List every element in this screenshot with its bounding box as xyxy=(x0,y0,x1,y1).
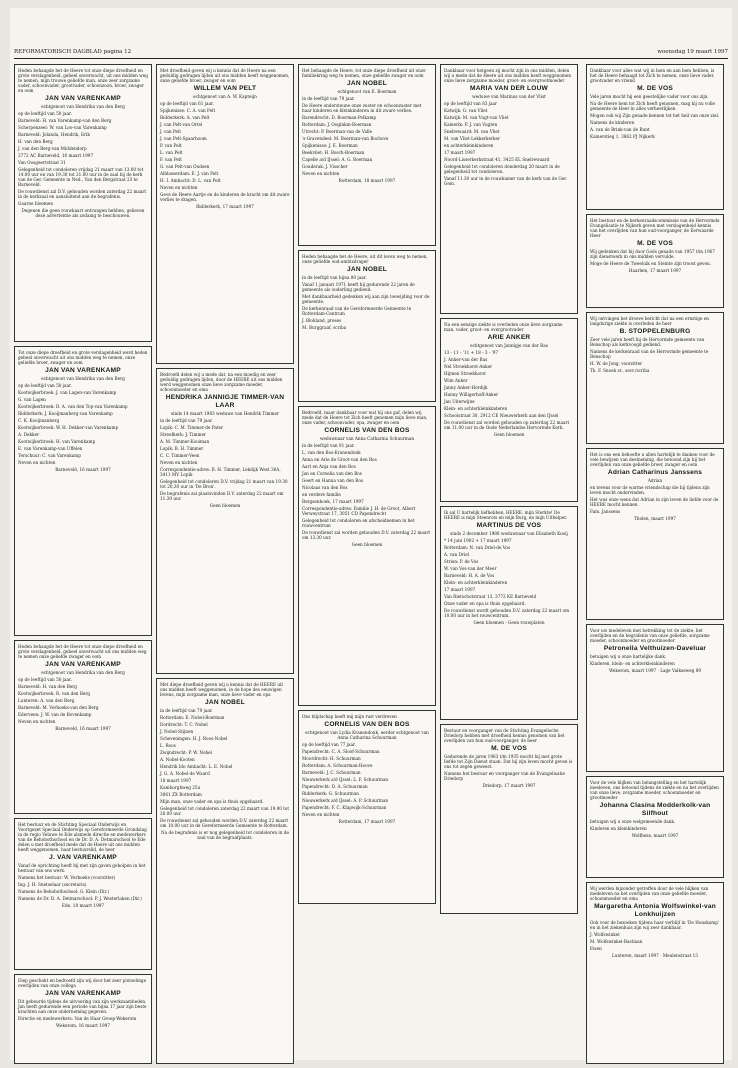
notice-line: Dit gebeurde tijdens de uitvoering van zijn werkzaamheden. Jan heeft gedurende een periode van bijna 17 jaar zijn beste krachten aan onze onderneming gegeven. xyxy=(18,999,147,1014)
notice-footer: Tholen, maart 1997 xyxy=(634,516,676,521)
notice-line: op de leeftijd van 50 jaar. xyxy=(18,383,72,388)
notice-footer: Lunteren, maart 1997 · Meulenstraat 13 xyxy=(612,953,698,958)
notice-line: W. van Vos-van der Meer xyxy=(444,566,497,571)
notice-footer: Wekerom, 16 maart 1997 xyxy=(56,1023,110,1028)
notice-line: Dordrecht: T. C. Nobel xyxy=(160,722,208,727)
notice-subtitle: weduwnaar van Anna Catharina Schuurman xyxy=(319,436,415,441)
notice-line: Vanaf 11.30 uur in de rouwkamer van de kerk van de Ger. Gem. xyxy=(444,176,568,186)
notice-line: Kootwijkerbroek: H. van Varenkamp xyxy=(18,439,96,444)
notice-line: Jan en Cornelia van den Bos xyxy=(302,471,362,476)
notice-footer: Driedorp, 17 maart 1997 xyxy=(482,783,536,788)
notice-line: Na de Heere hem tot Zich heeft genomen, mag hij nu volle gemeente de Heer in alles verheerlijken. xyxy=(590,101,716,111)
notice-line: Hanny Willigerhoff-Anker xyxy=(444,392,499,397)
notice-intro: Bedroefd delen wij u mede dat, na een moedig en zeer geduldig gedragen lijden, door de HEERE uit ons midden werd weggenomen onze lieve zorgzame moeder, schoonmoeder en oma xyxy=(160,372,283,392)
notice-line: 18 maart 1997 xyxy=(160,778,192,783)
notice-line: Gelegenheid tot condoleren D.V. vrijdag 21 maart van 19.30 tot 20.30 uur in 'De Bron'. xyxy=(160,479,288,489)
newspaper-page xyxy=(10,8,732,1060)
notice-line: Kinderen, klein- en achterkleinkinderen xyxy=(590,661,675,666)
notice-line: Klein- en achterkleinkinderen xyxy=(444,580,508,585)
notice-subtitle: echtgenoot van Hendrika van den Berg xyxy=(41,104,125,109)
notice-line: betuigen wij u onze welgemeende dank. xyxy=(590,819,676,824)
notice-line: H. van den Berg xyxy=(18,139,53,144)
notice-line: Van Rietschotstraat 13, 3772 KE Barneveld xyxy=(444,594,537,599)
notice-intro: Bestuur en voorganger van de Stichting Evangelische Driedorp hebben met droefheid kennis genomen van het overlijden van hun oud-voorganger, de heer xyxy=(444,728,565,743)
notice-line: Spijkenisse: J. E. Boerman xyxy=(302,143,358,148)
notice-line: Mijn man, onze vader en opa is thuis opgebaard. xyxy=(160,799,264,804)
notice-line: Jan Uiterwijne xyxy=(444,399,475,404)
notice-line: Noord-Lisserkerkstraat 41, 3425 EL Snelrewaard xyxy=(444,157,550,162)
notice-line: J. Wolfswinkel xyxy=(590,932,620,937)
notice-line: in de leeftijd van 91 jaar. xyxy=(302,443,355,448)
notice-line: Neven en nichten xyxy=(18,719,56,724)
notice-footer: Geen bloemen xyxy=(493,432,525,437)
notice-footer: Degenen die geen rouwkaart ontvangen hebben, gelieven deze advertentie als zodanig te beschouwen. xyxy=(21,208,145,218)
notice-line: op de leeftijd van 61 jaar. xyxy=(160,101,214,106)
notice-line: en tevens voor de warme vriendschap die hij tijdens zijn leven mocht ondervinden. xyxy=(590,485,710,495)
deceased-name: HENDRIKA JANNIGJE TIMMER-VAN LAAR xyxy=(165,394,285,409)
notice-line: J. G. A. Nobel-de Waard xyxy=(160,771,210,776)
notice-line: Bergsenhoek, 17 maart 1997 xyxy=(302,499,364,504)
notice-line: in de leeftijd van 79 jaar. xyxy=(302,96,355,101)
notice-line: Ederveen: J. W. van de Bovenkamp xyxy=(18,712,92,717)
deceased-name: M. DE VOS xyxy=(637,85,673,92)
notice-line: Kootwijkerbroek: W. H. Dekker-van Varenkamp xyxy=(18,425,119,430)
notice-line: op de leeftijd van 50 jaar. xyxy=(18,111,72,116)
notice-line: Alblasserdam: E. J. van Pelt xyxy=(160,171,219,176)
notice-line: Correspondentie-adres: B. H. Timmer, Lekdijk West 36A, 3411 MV Lopik xyxy=(160,467,281,477)
deceased-name: JAN NOBEL xyxy=(205,699,245,706)
notice-line: op de leeftijd van 77 jaar. xyxy=(302,742,356,747)
obituary-notice xyxy=(156,678,294,1064)
obituary-notice xyxy=(586,64,724,210)
notice-footer: Na de begrafenis is er nog gelegenheid tot condoleren in de zaal van de begraafplaats. xyxy=(161,830,289,840)
notice-line: in de leeftijd van 79 jaar. xyxy=(160,418,213,423)
notice-line: Onze vader en opa is thuis opgebaard. xyxy=(444,601,526,606)
deceased-name: JAN NOBEL xyxy=(347,80,387,87)
notice-line: Ewen xyxy=(590,946,602,951)
notice-line: A. van Driel xyxy=(444,552,470,557)
obituary-notice xyxy=(440,64,578,314)
notice-line: Barneveld: H. van Varenkamp-van den Berg xyxy=(18,118,112,123)
notice-line: F. van Pelt xyxy=(160,157,182,162)
notice-line: Strien: P. de Vos xyxy=(444,559,479,564)
notice-line: Zeer vele jaren heeft hij de Hervormde gemeente van Benschop als kerkvoogd gediend. xyxy=(590,337,705,347)
notice-line: Directie en medewerkers: Van de Haar Groep-Wekerom xyxy=(18,1016,137,1021)
notice-line: Met dankbaarheid gedenken wij aan zijn toewijding voor de gemeente. xyxy=(302,294,430,304)
notice-line: Barneveld: H. A. de Vos xyxy=(444,573,495,578)
notice-line: Capelle a/d IJssel: A. G. Boerman xyxy=(302,157,373,162)
notice-line: L. van Pelt xyxy=(160,150,183,155)
notice-line: Nieuwerkerk a/d IJssel: L. F. Schuurman xyxy=(302,777,389,782)
notice-line: Ridderkerk: G. Schuurman xyxy=(302,791,359,796)
notice-line: Het was onze wens dat Adrian in zijn leven de liefde voor de HEERE mocht kennen. xyxy=(590,497,719,507)
notice-footer: Barneveld, 16 maart 1997 xyxy=(55,726,111,731)
obituary-notice xyxy=(586,214,724,308)
notice-line: Katwijk: G. van Vliet xyxy=(444,108,488,113)
obituary-notice xyxy=(586,312,724,444)
deceased-name: ARIE ANKER xyxy=(487,334,531,341)
notice-intro: Tot onze diepe droefheid en grote verslagenheid werd heden geheel onverwacht uit ons midden weg te nemen, onze geliefde broer, zwager en oom xyxy=(18,350,148,365)
header-date: woensdag 19 maart 1997 xyxy=(657,49,728,55)
notice-line: Rotterdam: A. Schuurman-Hoove xyxy=(302,763,373,768)
notice-intro: Heden behaagde het de Heere, uit dit leven weg te nemen, onze geliefde oud-ambtsdrager xyxy=(302,254,428,264)
notice-subtitle: sinds 14 maart 1983 weduwe van Hendrik Timmer xyxy=(171,411,279,416)
notice-line: Kootwijkerbroek: R. van den Berg xyxy=(18,691,91,696)
deceased-name: JAN VAN VARENKAMP xyxy=(45,95,121,102)
notice-line: Barneveld: J. C. Schuurman xyxy=(302,770,361,775)
notice-line: Namens de kinderen xyxy=(590,120,635,125)
notice-line: Namens de Rehobothschool: G. Klein (Dir.) xyxy=(18,889,110,894)
notice-line: Papendrecht: F. C. Klapwijk-Schuurman xyxy=(302,805,387,810)
notice-line: Papendrecht: C. A. Sloof-Schuurman xyxy=(302,749,380,754)
notice-line: Namens de Dr. D. A. Detmarschool: P. J. Westerlaken (Dir.) xyxy=(18,896,142,901)
notice-line: A. M. Timmer-Kooiman xyxy=(160,439,210,444)
notice-line: Wim Anker xyxy=(444,378,468,383)
notice-line: Th. F. Snoek sr., secr./scriba xyxy=(590,368,650,373)
notice-line: Anna en Arie de Groot-van den Bos xyxy=(302,457,377,462)
notice-line: J. Anker-van der Bas xyxy=(444,357,488,362)
deceased-name: Adrian Catharinus Janssens xyxy=(607,469,703,476)
deceased-name: CORNELIS VAN DEN BOS xyxy=(324,427,410,434)
deceased-name: JAN VAN VARENKAMP xyxy=(45,367,121,374)
notice-line: Gelegenheid tot condoleren vrijdag 21 maart van 13.00 tot 14.00 uur en van 19.30 tot 21.00 uur in de zaal bij de kerk van de Ger. Gemeente in Ned., Van den Bergstraat 23 te Barneveld. xyxy=(18,167,144,187)
notice-subtitle: echtgenoot van Lydia Kranendonk, eerder echtgenoot van Anna Catharina Schuurman xyxy=(305,730,429,740)
notice-intro: Voor de vele blijken van belangstelling en het hartelijk meeleven, ons betoond tijdens de ziekte en na het overlijden van onze lieve, zorgzame moeder, schoonmoeder en grootmoeder xyxy=(590,780,719,800)
notice-line: Vanaf de oprichting heeft hij met zijn gaven geholpen in het bestuur van ons werk. xyxy=(18,863,146,873)
notice-line: 3061 ZX Rotterdam xyxy=(160,792,202,797)
notice-intro: Heden behaagde het de Heere tot onze diepe droefheid en grote verslagenheid, geheel onverwacht uit ons midden weg te nemen onze geliefde zwager en oom xyxy=(18,644,147,659)
notice-line: betuigen wij u onze hartelijke dank. xyxy=(590,654,667,659)
notice-intro: Ik sal U hartelijk liefhebben, HEERE, mijn Sterkte! De HEERE is mijn Steenrots en mijn Burg, en mijn Uithelper. xyxy=(444,510,568,520)
notice-line: Kinderen en kleinkinderen xyxy=(590,826,647,831)
notice-subtitle: echtgenoot van Hendrika van den Berg xyxy=(41,670,125,675)
notice-footer: Geen bloemen - Geen rouwplaten xyxy=(473,620,545,625)
notice-intro: Ons blijdschap heeft mij mijn rust verdreven xyxy=(302,714,397,719)
notice-line: Gouderak: J. Visscher xyxy=(302,164,348,169)
notice-line: De rouwdienst zal worden gehouden D.V. zaterdag 22 maart om 13.30 uur. xyxy=(302,530,431,540)
notice-line: De kerkenraad van de Gereformeerde Gemeente te Rotterdam-Centrum xyxy=(302,306,412,316)
notice-line: Vanaf 1 januari 1971 heeft hij gedurende 22 jaren de gemeente als ouderling gediend. xyxy=(302,282,415,292)
notice-footer: Geen bloemen xyxy=(209,503,241,508)
notice-line: A. Dekker xyxy=(18,432,40,437)
notice-line: 17 maart 1997 xyxy=(444,587,476,592)
notice-line: Namens het bestuur en voorganger van de Evangelisatie Driedorp xyxy=(444,771,565,781)
notice-line: Moge de Heere de Tweeluik en Steinte zijn troost geven. xyxy=(590,261,711,266)
deceased-name: WILLEM VAN PELT xyxy=(193,85,257,92)
deceased-name: M. DE VOS xyxy=(491,745,527,752)
notice-line: G. van Lagen xyxy=(18,397,46,402)
notice-line: Ing. J. H. Snetselaar (secretaris) xyxy=(18,882,87,887)
notice-intro: Wij werden bijzonder getroffen door de vele blijken van medeleven na het overlijden van onze geliefde moeder, schoonmoeder en oma xyxy=(590,886,709,901)
notice-intro: Voor uw medeleven met betrekking tot de ziekte, het overlijden en de begrafenis van onze geliefde, zorgzame moeder, schoonmoeder en grootmoeder xyxy=(590,628,710,643)
notice-intro: Dankbaar voor hetgeen zij mocht zijn in ons midden, delen wij u mede dat de Heere uit ons midden heeft weggenomen onze lieve zorgzame moeder, groot- en overgrootmoeder xyxy=(444,68,572,83)
notice-intro: Na een eenzige ziekte is overleden onze lieve zorgzame man, vader, groot- en overgrootvader xyxy=(444,322,563,332)
notice-line: Neven en nichten xyxy=(160,185,198,190)
notice-line: H. W. de Jong, voorzitter xyxy=(590,361,643,366)
notice-line: Kamerik: P. J. van Vugten xyxy=(444,122,498,127)
deceased-name: CORNELIS VAN DEN BOS xyxy=(324,721,410,728)
notice-intro: Het is ons een behoefte u allen hartelijk te danken voor de vele bewijzen van deelneming, die betoond zijn bij het overlijden van onze geliefde broer, zwager en oom xyxy=(590,452,715,467)
notice-line: Mogen ook wij Zijn genade kennen tot het heil van onze ziel. xyxy=(590,113,720,118)
notice-line: Lopik: C. M. Timmer-de Pater xyxy=(160,425,224,430)
notice-line: De rouwdienst zal gehouden worden D.V. zaterdag 22 maart om 10.00 uur in de Gereformeerde Gemeente te Rotterdam. xyxy=(160,818,289,828)
notice-line: 13 - 11 - '11 + 18 - 3 - '97 xyxy=(444,350,499,355)
notice-line: Neven en nichten xyxy=(160,460,198,465)
notice-line: M. Burggraaf, scriba xyxy=(302,325,347,330)
notice-line: * 14 juni 1902 + 17 maart 1997 xyxy=(444,538,512,543)
notice-line: De rouwdienst zal worden gehouden op zaterdag 22 maart om 11.00 uur in de Oude Nederlandse Hervormde Kerk. xyxy=(444,420,570,430)
notice-line: Vele jaren mocht hij een geestelijke vader voor ons zijn. xyxy=(590,94,709,99)
notice-subtitle: echtgenoot van A. W. Kapteijn xyxy=(193,94,257,99)
deceased-name: JAN NOBEL xyxy=(347,266,387,273)
notice-intro: Wij ontvingen het droeve bericht dat na een ernstige en langdurige ziekte is overleden de heer xyxy=(590,316,710,326)
notice-line: Neven en nichten xyxy=(302,171,340,176)
notice-line: op de leeftijd van 83 jaar xyxy=(444,101,498,106)
notice-line: Correspondentie-adres: Familie J. H. de Groot, Albert Verweystraat 17, 3051 CD Papendrecht xyxy=(302,506,416,516)
notice-line: Wij gedenken dat hij door Gods genade van 1957 t/m 1967 zijn dienstwerk in ons midden vervulde. xyxy=(590,249,715,259)
obituary-notice xyxy=(440,318,578,502)
notice-intro: Met diepe droefheid geven wij u kennis dat de HEERE uit ons midden heeft weggenomen, in de hope des eeuwigen levens, mijn zorgzame man, onze lieve vader en opa xyxy=(160,682,284,697)
notice-line: Lopik: B. H. Timmer xyxy=(160,446,204,451)
notice-intro: Heden behaagde het de Heere tot onze diepe droefheid en grote verslagenheid, geheel onverwacht, uit ons midden weg te nemen, mijn trouwe geliefde man, onze zeer zorgzame vader, schoonvader, grootvader, schoonzoon, broer, zwager en oom xyxy=(18,68,148,93)
notice-intro: Diep geschokt en bedroefd zijn wij door het zeer plotselinge overlijden van onze collega xyxy=(18,978,147,988)
deceased-name: MARIA VAN DER LOUW xyxy=(470,85,548,92)
obituary-notice xyxy=(14,640,152,814)
notice-line: Geert en Hanna van den Bos xyxy=(302,478,364,483)
notice-intro: Dankbaar voor alles wat wij in hem en aan hem hebben, is het de Heere behaagd tot Zich te nemen, onze lieve vader, grootvader en vriend xyxy=(590,68,715,83)
notice-line: Scheveningen: H. J. Roos-Nobel xyxy=(160,736,228,741)
notice-subtitle: Adrian xyxy=(647,478,663,483)
obituary-notice xyxy=(14,974,152,1064)
notice-footer: Ede, 18 maart 1997 xyxy=(61,903,105,908)
obituary-notice xyxy=(298,710,436,904)
notice-line: Gaarne bloemen xyxy=(18,201,54,206)
notice-footer: Wolfheze, maart 1997 xyxy=(631,833,679,838)
notice-line: 3772 AC Barneveld, 16 maart 1997 xyxy=(18,153,94,158)
deceased-name: MARTINUS DE VOS xyxy=(476,522,542,529)
obituary-notice xyxy=(14,818,152,970)
notice-line: C. K. Kooijmanberg xyxy=(18,418,60,423)
notice-line: Ridderkerk: A. van Pelt xyxy=(160,115,210,120)
notice-line: Gelegenheid tot condoleren en afscheidnemen in het rouwcentrum xyxy=(302,518,415,528)
notice-line: Kootwijkerbroek: J. van Lagen-van Varenkamp xyxy=(18,390,117,395)
obituary-notice xyxy=(586,624,724,772)
notice-line: Schoolstraat 30, 2912 CE Nieuwerkerk aan den IJssel xyxy=(444,413,559,418)
notice-footer: Rotterdam, 18 maart 1997 xyxy=(338,178,396,183)
deceased-name: JAN VAN VARENKAMP xyxy=(45,661,121,668)
notice-line: J. Blokland, preses xyxy=(302,318,342,323)
notice-line: Zwijndrecht: P. W. Nobel xyxy=(160,750,213,755)
notice-line: E. van Varenkamp-van Uffelen xyxy=(18,446,83,451)
obituary-notice xyxy=(14,346,152,636)
notice-line: J. van den Berg-van Middendorp xyxy=(18,146,87,151)
notice-line: Snelrewaard: M. van Vliet xyxy=(444,129,500,134)
notice-line: Rotterdam: E. Nobel-Boerman xyxy=(160,715,225,720)
deceased-name: Margaretha Antonia Wolfswinkel-van Lonkhuijzen xyxy=(594,903,716,918)
deceased-name: M. DE VOS xyxy=(637,240,673,247)
obituary-notice xyxy=(586,776,724,878)
notice-line: Ook voor de bezoeken tijdens haar verblijf in 'De Honskamp' en in het ziekenhuis zijn wij zeer dankbaar. xyxy=(590,920,720,930)
notice-line: L. Roos xyxy=(160,743,176,748)
notice-line: Scherpenzeel: W. van Loo-van Varenkamp xyxy=(18,125,107,130)
obituary-notice xyxy=(156,368,294,674)
obituary-notice xyxy=(586,448,724,620)
notice-line: Gelegenheid tot condoleren donderdag 20 maart in de gelegenheid tot condoleren. xyxy=(444,164,560,174)
notice-line: op de leeftijd van 50 jaar. xyxy=(18,677,72,682)
notice-line: Lunteren: A. van den Berg xyxy=(18,698,75,703)
header-publication: REFORMATORISCH DAGBLAD pagina 12 xyxy=(14,49,132,55)
notice-line: J. van Pelt xyxy=(160,129,182,134)
obituary-notice xyxy=(156,64,294,364)
notice-line: Papendrecht: D. A. Schuurman xyxy=(302,784,368,789)
obituary-notice xyxy=(440,724,578,914)
notice-line: en verdere familie xyxy=(302,492,341,497)
deceased-name: B. STOPPELENBURG xyxy=(619,328,691,335)
notice-line: Streefkerk: J. Timmer xyxy=(160,432,206,437)
notice-line: J. Nobel-Stijnen xyxy=(160,729,194,734)
obituary-notice xyxy=(298,406,436,706)
notice-line: Nieuwerkerk a/d IJssel: A. P. Schuurman xyxy=(302,798,389,803)
notice-line: P. van Pelt xyxy=(160,143,182,148)
notice-line: A. van de Brink-van de Bunt xyxy=(590,127,650,132)
notice-line: L. van den Bos-Kranendonk xyxy=(302,450,361,455)
notice-line: Nicolaas van den Bos xyxy=(302,485,348,490)
notice-line: Barneveld: M. Verhoeks-van den Berg xyxy=(18,705,99,710)
notice-line: Ridderkerk: J. Kooijmanberg-van Varenkamp xyxy=(18,411,113,416)
notice-line: M. van Vliet-Lekkerkerker xyxy=(444,136,500,141)
notice-line: De begrafenis zal plaatsvinden D.V. zaterdag 22 maart om 11.30 uur. xyxy=(160,491,284,501)
notice-intro: Met droefheid geven wij u kennis dat de Heere na een geduldig gedragen lijden uit ons midden heeft weggenomen, onze geliefde broer, zwager en oom xyxy=(160,68,290,83)
notice-line: Kootwijkerbroek: D. A. van den Top-van Varenkamp xyxy=(18,404,128,409)
notice-line: Barneveld: H. van den Berg xyxy=(18,684,77,689)
notice-line: Nel Stroekhorst-Anker xyxy=(444,364,493,369)
notice-line: De rouwdienst wordt gehouden D.V. zaterdag 22 maart om 10.00 uur in het rouwcentrum. xyxy=(444,608,570,618)
notice-line: Barneveld: Jolanda, Hendrik, Erik xyxy=(18,132,90,137)
notice-line: Rotterdam: J. Ooginkm-Boerman xyxy=(302,122,372,127)
notice-line: Utrecht: P. Boerman-van de Valle xyxy=(302,129,373,134)
notice-subtitle: weduwe van Marinus van der Vlist xyxy=(472,94,546,99)
notice-line: 's-Gravendeel: M. Boerman-van Bochove xyxy=(302,136,389,141)
notice-intro: Bedroefd, maar dankbaar voor wat hij ons gaf, delen wij mede dat de Heere tot Zich heeft genomen mijn lieve man, onze vader, schoonvader, opa, zwager en oom xyxy=(302,410,428,425)
notice-line: Geve de Heere Aartje en de kinderen de kracht om dit zware verlies te dragen. xyxy=(160,192,290,202)
notice-line: Namens de kerkenraad van de Hervormde gemeente te Benschop xyxy=(590,349,709,359)
notice-line: J. van Pelt-Spaarboom xyxy=(160,136,207,141)
obituary-notice xyxy=(586,882,724,1064)
deceased-name: J. VAN VARENKAMP xyxy=(49,854,117,861)
deceased-name: Petronella Velthuizen-Daveluar xyxy=(603,645,707,652)
notice-line: A. Nobel-Kooten xyxy=(160,757,195,762)
notice-line: De Heere ondersteune onze zuster en schoonzuster met haar kinderen en kleinkinderen in dit zware verlies. xyxy=(302,103,422,113)
notice-line: Spijkenisse: C. A. van Pelt xyxy=(160,108,216,113)
notice-line: Fam. Janssens xyxy=(590,509,621,514)
notice-line: Terschuur: C. van Varenkamp xyxy=(18,453,81,458)
notice-subtitle: echtgenoot van Jannigje van der Bas xyxy=(470,343,548,348)
notice-footer: Rotterdam, 17 maart 1997 xyxy=(338,819,396,824)
notice-line: G. van Pelt-van Oudsen xyxy=(160,164,210,169)
notice-line: Aart en Anja van den Bos xyxy=(302,464,356,469)
notice-subtitle: sinds 2 december 1988 weduwnaar van Elisabeth Kooij xyxy=(450,531,568,536)
notice-line: Hijmen Stroekhorst xyxy=(444,371,486,376)
notice-footer: Geen bloemen xyxy=(351,542,383,547)
notice-line: Katwijk: M. van Vugt-van Vliet xyxy=(444,115,509,120)
obituary-notice xyxy=(298,64,436,246)
notice-line: De rouwdienst zal D.V. gehouden worden zaterdag 22 maart in de kerkzaal en aansluitend aan de begrafenis. xyxy=(18,189,147,199)
deceased-name: JAN VAN VARENKAMP xyxy=(45,990,121,997)
notice-line: Kamerstieg 1, 3862 PJ Nijkerk xyxy=(590,134,655,139)
notice-line: Beekvliet: H. Bosch-Boerman xyxy=(302,150,365,155)
notice-line: Janny Anker-Hordijk xyxy=(444,385,488,390)
deceased-name: Johanna Clasina Modderkolk-van Silfhout xyxy=(599,802,711,817)
obituary-notice xyxy=(440,506,578,720)
notice-intro: Het bestuur en de Stichting Speciaal Onderwijs en Voortgezet Speciaal Onderwijs op Gereformeerde Grondslag in de regio Veluwe te Ede alsmede directie en medewerkers van de Rehobothschool en de Dr. D. A. Detmarschool te Ede delen u met droefheid mede dat de Heere uit ons midden heeft weggenomen, haar bestuurslid, de heer xyxy=(18,822,147,852)
notice-line: Neven en nichten xyxy=(18,460,56,465)
notice-line: Neven en nichten xyxy=(302,812,340,817)
notice-line: Gedurende de jaren 1963 t/m 1935 mocht hij met grote liefde tot Zijn Dienst staan. Dat hij zijn leven mocht geven is ons tot zegen geweest. xyxy=(444,754,573,769)
notice-intro: Het bestuur en de kerkenraadscommissie van de Hervormde Evangelisatie te Nijkerk geven met verslagenheid kennis van het overlijden van hun oud-voorganger, de Eerwaarde Heer xyxy=(590,218,720,238)
notice-line: en achterkleinkinderen xyxy=(444,143,494,148)
notice-subtitle: echtgenoot van Hendrika van den Berg xyxy=(41,376,125,381)
notice-footer: Barneveld, 16 maart 1997 xyxy=(55,467,111,472)
notice-line: Barendrecht: D. Boerman-Polkamp xyxy=(302,115,377,120)
notice-footer: Haarlem, 17 maart 1997 xyxy=(628,268,682,273)
notice-line: Gelegenheid tot condoleren zaterdag 22 maart van 19.00 tot 20.00 uur. xyxy=(160,806,290,816)
notice-intro: Het behaagde de Heere, tot onze diepe droefheid uit onze familiekring weg te nemen, onze geliefde zwager en oom xyxy=(302,68,426,78)
notice-line: Rotterdam: N. van Driel-de Vos xyxy=(444,545,511,550)
notice-line: Namens het bestuur: W. Verhoeks (voorzitter) xyxy=(18,875,116,880)
notice-line: H. I. Ambacht: D. L. van Pelt xyxy=(160,178,221,183)
notice-line: M. Wolfswinkel-Bastiaan xyxy=(590,939,643,944)
notice-line: in de leeftijd van bijna 80 jaar. xyxy=(302,275,367,280)
notice-line: Klein- en achterkleinkinderen xyxy=(444,406,508,411)
notice-subtitle: echtgenoot van E. Boerman xyxy=(337,89,397,94)
notice-line: in de leeftijd van 79 jaar. xyxy=(160,708,213,713)
notice-line: Moordrecht: H. Schuurman xyxy=(302,756,361,761)
notice-line: C. C. Timmer-Veen xyxy=(160,453,200,458)
notice-footer: Ridderkerk, 17 maart 1997 xyxy=(196,204,254,209)
notice-line: Van Oosgeertstraat 31 xyxy=(18,160,66,165)
notice-line: J. van Pelt-van Ortel xyxy=(160,122,203,127)
notice-line: Kamborghweg 25a xyxy=(160,785,201,790)
page-header xyxy=(14,48,728,59)
notice-line: Hendrik Ido Ambacht: L. E. Nobel xyxy=(160,764,233,769)
obituary-notice xyxy=(14,64,152,342)
obituary-notice xyxy=(298,250,436,402)
notice-line: 17 maart 1997 xyxy=(444,150,476,155)
notice-footer: Wekerom, maart 1997 · Lage Valkseweg 89 xyxy=(608,668,702,673)
